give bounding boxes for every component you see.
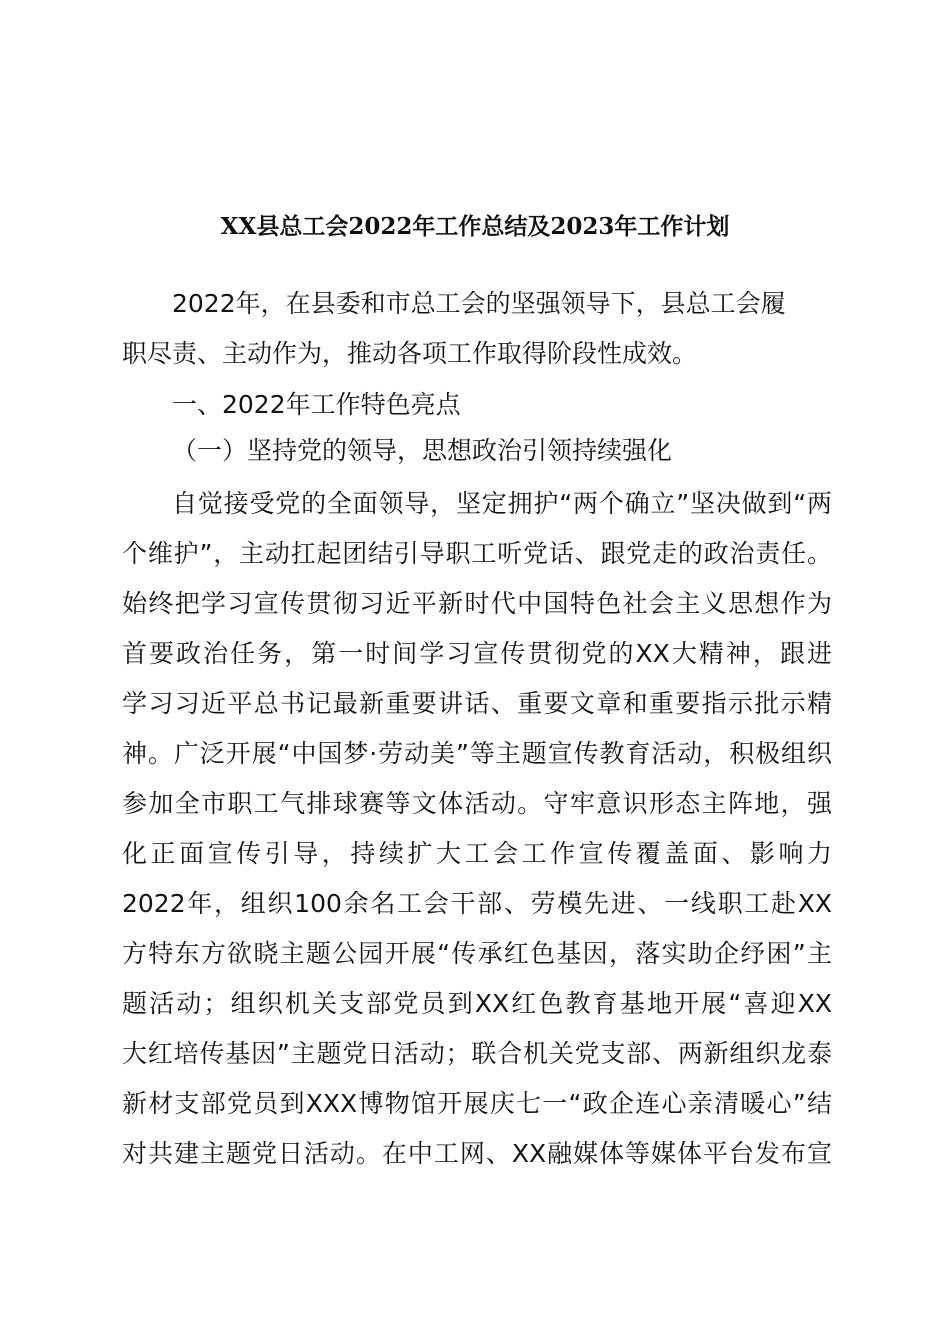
paragraph-line: 方特东方欲晓主题公园开展“传承红色基因，落实助企纾困”主	[122, 939, 832, 968]
paragraph-line: 题活动；组织机关支部党员到XX红色教育基地开展“喜迎XX	[122, 989, 832, 1018]
subsection-heading: （一）坚持党的领导，思想政治引领持续强化	[172, 436, 673, 465]
paragraph-line: 首要政治任务，第一时间学习宣传贯彻党的XX大精神，跟进	[122, 639, 832, 668]
paragraph-line: 职尽责、主动作为，推动各项工作取得阶段性成效。	[122, 339, 698, 368]
paragraph-line: 始终把学习宣传贯彻习近平新时代中国特色社会主义思想作为	[122, 589, 832, 618]
paragraph-line: 新材支部党员到XXX博物馆开展庆七一“政企连心亲清暖心”结	[122, 1089, 832, 1118]
paragraph-line: 2022年，组织100余名工会干部、劳模先进、一线职工赴XX	[122, 889, 832, 918]
paragraph-line: 2022年，在县委和市总工会的坚强领导下，县总工会履	[172, 289, 786, 318]
paragraph-line: 对共建主题党日活动。在中工网、XX融媒体等媒体平台发布宣	[122, 1139, 832, 1168]
paragraph-line: 学习习近平总书记最新重要讲话、重要文章和重要指示批示精	[122, 689, 832, 718]
section-heading: 一、2022年工作特色亮点	[172, 390, 461, 419]
paragraph-line: 自觉接受党的全面领导，坚定拥护“两个确立”坚决做到“两	[172, 489, 832, 518]
document-title: XX县总工会2022年工作总结及2023年工作计划	[220, 213, 730, 240]
paragraph-line: 神。广泛开展“中国梦·劳动美”等主题宣传教育活动，积极组织	[122, 739, 832, 768]
paragraph-line: 参加全市职工气排球赛等文体活动。守牢意识形态主阵地，强	[122, 789, 832, 818]
paragraph-line: 化正面宣传引导，持续扩大工会工作宣传覆盖面、影响力	[122, 839, 832, 868]
paragraph-line: 个维护”，主动扛起团结引导职工听党话、跟党走的政治责任。	[122, 539, 832, 568]
paragraph-line: 大红培传基因”主题党日活动；联合机关党支部、两新组织龙泰	[122, 1039, 832, 1068]
